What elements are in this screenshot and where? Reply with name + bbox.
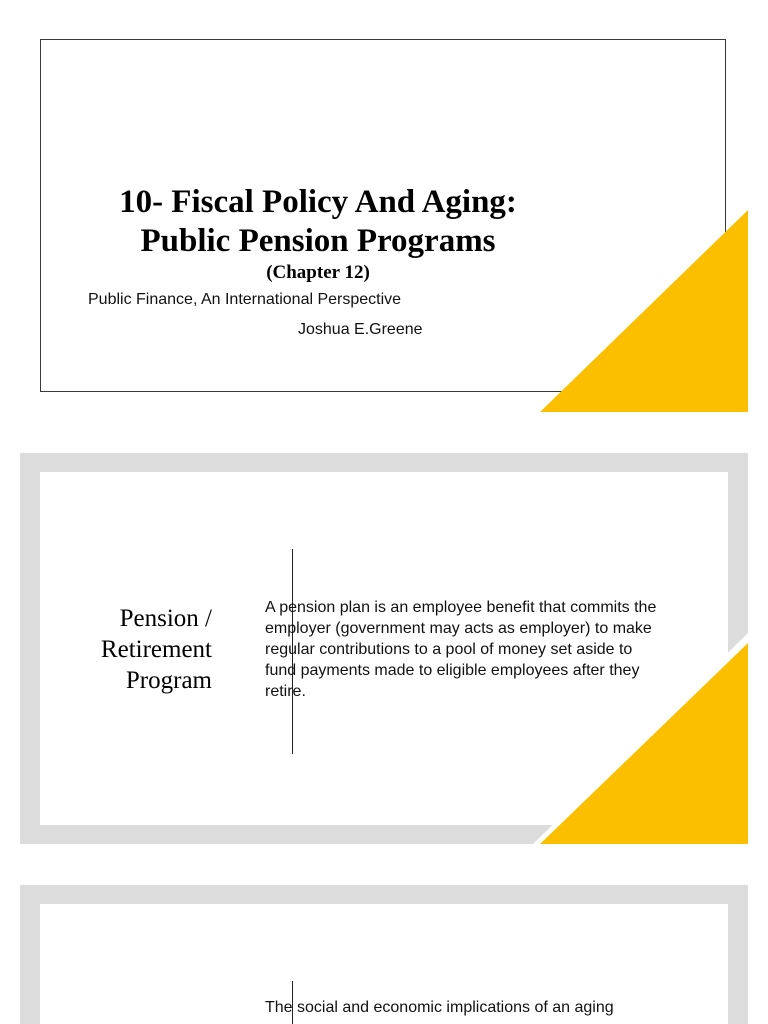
heading-line-3: Program bbox=[125, 667, 212, 694]
title-slide bbox=[0, 0, 768, 430]
slide-title bbox=[60, 183, 576, 261]
heading-line-2: Retirement bbox=[100, 636, 212, 663]
content-slide-pension bbox=[20, 453, 748, 844]
chapter-label: (Chapter 12) bbox=[266, 262, 370, 283]
title-line-1: 10- Fiscal Policy And Aging: bbox=[119, 184, 517, 220]
slide-body-text: The social and economic implications of an aging bbox=[265, 999, 614, 1016]
author-name: Joshua E.Greene bbox=[298, 321, 423, 338]
slide-body-text: A pension plan is an employee benefit that commits the employer (government may acts as employer) to make regular contributions to a pool of money set aside to fund payments made to eligible employees after they retire. bbox=[265, 599, 657, 700]
heading-line-1: Pension / bbox=[119, 605, 212, 632]
slide-heading bbox=[60, 603, 212, 696]
title-line-2: Public Pension Programs bbox=[140, 223, 496, 259]
slide-subtitle: Public Finance, An International Perspective bbox=[88, 291, 402, 308]
content-slide-aging bbox=[20, 885, 748, 1024]
